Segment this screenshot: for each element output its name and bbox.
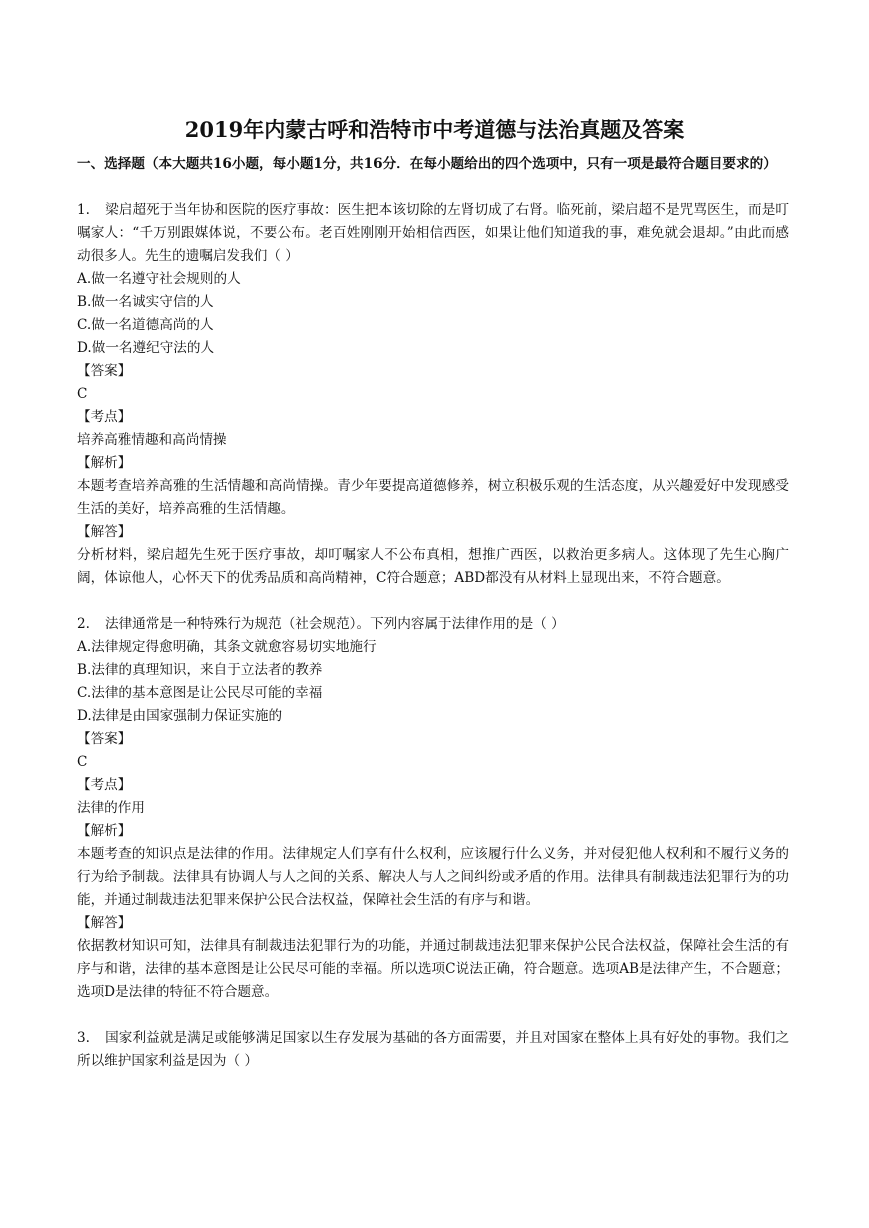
analysis-label: 【解析】 [77, 823, 132, 839]
solution-text: 分析材料，梁启超先生死于医疗事故，却叮嘱家人不公布真相，想推广西医，以救治更多病人。这体现了先生心胸广阔，体谅他人，心怀天下的优秀品质和高尚精神，C符合题意；ABD都没有从材料上显现出来，不符合题意。 [77, 547, 789, 586]
question-3 [77, 1027, 789, 1073]
point-text: 法律的作用 [77, 800, 145, 816]
point-text: 培养高雅情趣和高尚情操 [77, 432, 227, 448]
option-c: C.做一名道德高尚的人 [77, 317, 214, 333]
answer-label: 【答案】 [77, 363, 132, 379]
document-title: 2019年内蒙古呼和浩特市中考道德与法治真题及答案 [184, 117, 685, 142]
question-2 [77, 613, 789, 1004]
question-number: 1. [77, 202, 90, 218]
analysis-label: 【解析】 [77, 455, 132, 471]
question-text: 梁启超死于当年协和医院的医疗事故：医生把本该切除的左肾切成了右肾。临死前，梁启超不是咒骂医生，而是叮嘱家人：“千万别跟媒体说，不要公布。老百姓刚刚开始相信西医，如果让他们知道我的事，难免就会退却。”由此而感动很多人。先生的遗嘱启发我们（ ） [77, 202, 789, 264]
question-text: 国家利益就是满足或能够满足国家以生存发展为基础的各方面需要，并且对国家在整体上具有好处的事物。我们之所以维护国家利益是因为（ ） [77, 1030, 789, 1069]
solution-text: 依据教材知识可知，法律具有制裁违法犯罪行为的功能，并通过制裁违法犯罪来保护公民合法权益，保障社会生活的有序与和谐，法律的基本意图是让公民尽可能的幸福。所以选项C说法正确，符合题意。选项AB是法律产生，不合题意；选项D是法律的特征不符合题意。 [77, 938, 789, 1000]
document-body [77, 153, 789, 1073]
question-stem [77, 613, 789, 636]
point-label: 【考点】 [77, 409, 132, 425]
question-text: 法律通常是一种特殊行为规范（社会规范）。下列内容属于法律作用的是（ ） [105, 616, 565, 632]
solution-label: 【解答】 [77, 524, 132, 540]
answer-value: C [77, 754, 88, 770]
option-d: D.法律是由国家强制力保证实施的 [77, 708, 283, 724]
answer-value: C [77, 386, 88, 402]
section-heading: 一、选择题（本大题共16小题，每小题1分，共16分．在每小题给出的四个选项中，只有一项是最符合题目要求的） [77, 156, 777, 172]
answer-label: 【答案】 [77, 731, 132, 747]
analysis-text: 本题考查的知识点是法律的作用。法律规定人们享有什么权利，应该履行什么义务，并对侵犯他人权利和不履行义务的行为给予制裁。法律具有协调人与人之间的关系、解决人与人之间纠纷或矛盾的作用。法律具有制裁违法犯罪行为的功能，并通过制裁违法犯罪来保护公民合法权益，保障社会生活的有序与和谐。 [77, 846, 789, 908]
option-a: A.法律规定得愈明确，其条文就愈容易切实地施行 [77, 639, 377, 655]
question-1 [77, 199, 789, 590]
solution-label: 【解答】 [77, 915, 132, 931]
analysis-text: 本题考查培养高雅的生活情趣和高尚情操。青少年要提高道德修养，树立积极乐观的生活态度，从兴趣爱好中发现感受生活的美好，培养高雅的生活情趣。 [77, 478, 789, 517]
option-b: B.法律的真理知识，来自于立法者的教养 [77, 662, 323, 678]
question-number: 3. [77, 1030, 90, 1046]
question-number: 2. [77, 616, 90, 632]
option-a: A.做一名遵守社会规则的人 [77, 271, 241, 287]
question-stem [77, 1027, 789, 1073]
option-c: C.法律的基本意图是让公民尽可能的幸福 [77, 685, 323, 701]
option-d: D.做一名遵纪守法的人 [77, 340, 215, 356]
point-label: 【考点】 [77, 777, 132, 793]
question-stem [77, 199, 789, 268]
option-b: B.做一名诚实守信的人 [77, 294, 214, 310]
